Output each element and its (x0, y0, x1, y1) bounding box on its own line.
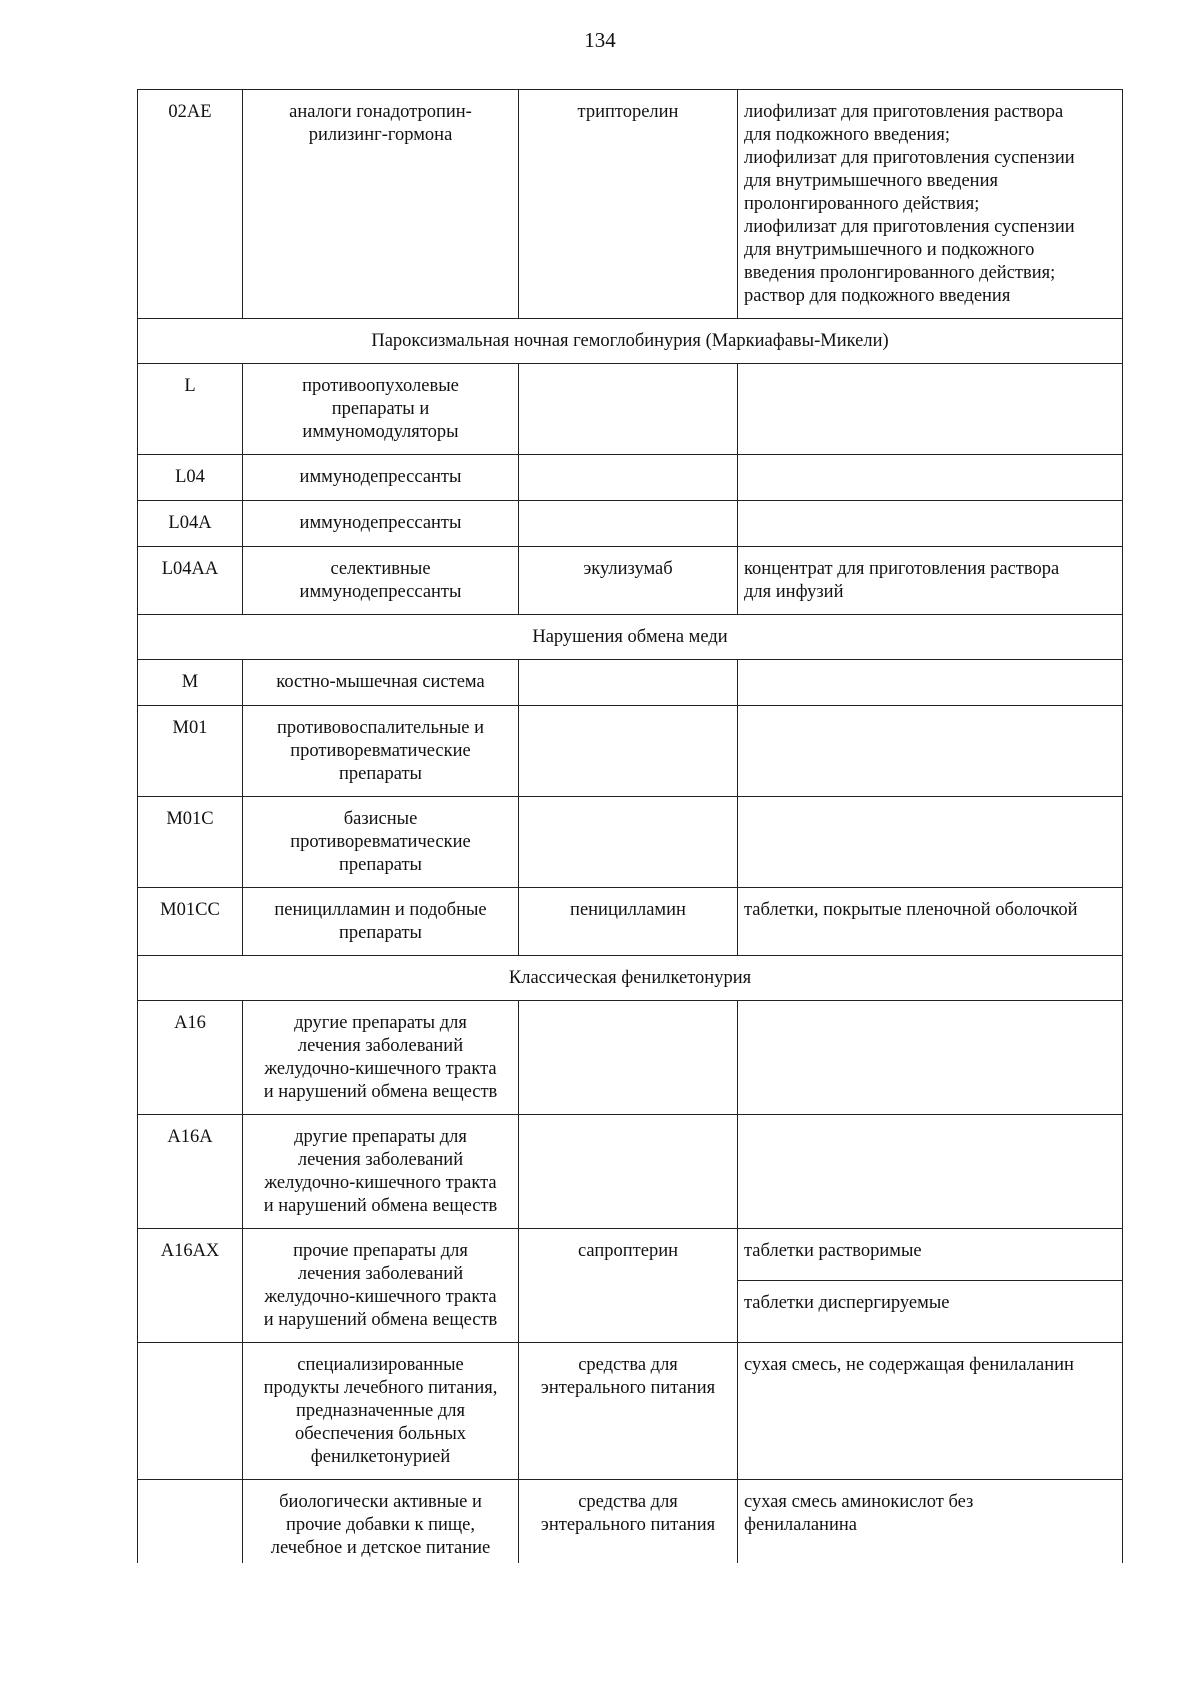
section-heading: Пароксизмальная ночная гемоглобинурия (Маркиафавы-Микели) (138, 319, 1123, 364)
cell-line: желудочно-кишечного тракта (264, 1287, 497, 1307)
cell-line: лечения заболеваний (297, 1264, 464, 1284)
cell-line: лиофилизат для приготовления раствора (744, 102, 1064, 122)
cell-line: специализированные (297, 1355, 464, 1375)
atc-code-cell: 02AE (138, 90, 243, 319)
group-cell (243, 1343, 519, 1480)
table-row (138, 90, 1123, 319)
drug-cell (519, 1480, 738, 1564)
cell-line: раствор для подкожного введения (744, 286, 1011, 306)
drug-cell (519, 90, 738, 319)
atc-code-cell: L (138, 364, 243, 455)
drug-table (137, 89, 1123, 1563)
dosage-form-cell (738, 364, 1123, 455)
cell-line: другие препараты для (294, 1013, 467, 1033)
atc-code-cell: M01CC (138, 888, 243, 956)
cell-line: и нарушений обмена веществ (263, 1082, 498, 1102)
group-cell (243, 1001, 519, 1115)
drug-cell (519, 364, 738, 455)
cell-line: пеницилламин (570, 900, 686, 920)
group-cell (243, 1480, 519, 1564)
cell-line: таблетки, покрытые пленочной оболочкой (744, 900, 1078, 920)
cell-line: экулизумаб (583, 559, 673, 579)
table-row (138, 797, 1123, 888)
dosage-form-cell (738, 1115, 1123, 1229)
atc-code-cell: M (138, 660, 243, 706)
group-cell (243, 797, 519, 888)
table-row (138, 660, 1123, 706)
cell-line: противовоспалительные и (277, 718, 484, 738)
cell-line: препараты (339, 764, 422, 784)
cell-line: иммунодепрессанты (299, 582, 462, 602)
cell-line: иммунодепрессанты (299, 467, 462, 487)
cell-line: селективные (330, 559, 431, 579)
table-row (138, 888, 1123, 956)
atc-code-cell: A16A (138, 1115, 243, 1229)
group-cell (243, 706, 519, 797)
atc-code-cell (138, 1480, 243, 1564)
cell-line: другие препараты для (294, 1127, 467, 1147)
drug-cell (519, 660, 738, 706)
table-row (138, 1115, 1123, 1229)
drug-cell (519, 888, 738, 956)
cell-line: препараты (339, 923, 422, 943)
table-row (138, 1480, 1123, 1564)
cell-line: фенилкетонурией (310, 1447, 451, 1467)
cell-line: лечения заболеваний (297, 1150, 464, 1170)
cell-line: энтерального питания (540, 1378, 716, 1398)
group-cell (243, 455, 519, 501)
cell-line: пеницилламин и подобные (274, 900, 487, 920)
table-row (138, 455, 1123, 501)
cell-line: лиофилизат для приготовления суспензии (744, 217, 1075, 237)
cell-line: для инфузий (744, 582, 844, 602)
dosage-form-cell (738, 501, 1123, 547)
cell-line: лечебное и детское питание (270, 1538, 491, 1558)
table-row (138, 364, 1123, 455)
table-row (138, 547, 1123, 615)
cell-line: и нарушений обмена веществ (263, 1310, 498, 1330)
group-cell (243, 1229, 519, 1343)
cell-line: костно-мышечная система (276, 672, 485, 692)
group-cell (243, 1115, 519, 1229)
cell-line: предназначенные для (295, 1401, 466, 1421)
table-row (138, 1343, 1123, 1480)
drug-cell (519, 547, 738, 615)
drug-cell (519, 501, 738, 547)
cell-line: средства для (578, 1355, 678, 1375)
section-heading-row (138, 615, 1123, 660)
drug-cell (519, 1001, 738, 1115)
cell-line: лиофилизат для приготовления суспензии (744, 148, 1075, 168)
atc-code-cell: L04AA (138, 547, 243, 615)
cell-line: продукты лечебного питания, (263, 1378, 498, 1398)
dosage-form-cell (738, 706, 1123, 797)
cell-line: сухая смесь аминокислот без (744, 1492, 974, 1512)
dosage-form-cell (738, 455, 1123, 501)
drug-cell (519, 706, 738, 797)
cell-line: прочие препараты для (293, 1241, 468, 1261)
atc-code-cell (138, 1343, 243, 1480)
atc-code-cell: M01 (138, 706, 243, 797)
atc-code-cell: L04A (138, 501, 243, 547)
cell-line: фенилаланина (744, 1515, 857, 1535)
table-row (138, 706, 1123, 797)
cell-line: трипторелин (577, 102, 679, 122)
drug-cell (519, 455, 738, 501)
group-cell (243, 547, 519, 615)
cell-line: противоревматические (290, 832, 471, 852)
cell-line: сапроптерин (577, 1241, 679, 1261)
atc-code-cell: L04 (138, 455, 243, 501)
cell-line: прочие добавки к пище, (286, 1515, 475, 1535)
dosage-form-cell (738, 90, 1123, 319)
atc-code-cell: A16 (138, 1001, 243, 1115)
cell-line: лечения заболеваний (297, 1036, 464, 1056)
dosage-form-cell (738, 660, 1123, 706)
cell-line: препараты (339, 855, 422, 875)
cell-line: желудочно-кишечного тракта (264, 1059, 497, 1079)
group-cell (243, 501, 519, 547)
group-cell (243, 364, 519, 455)
cell-line: концентрат для приготовления раствора (744, 559, 1060, 579)
cell-line: базисные (343, 809, 418, 829)
cell-line: биологически активные и (279, 1492, 482, 1512)
dosage-form-cell: таблетки растворимые (738, 1229, 1123, 1281)
cell-line: и нарушений обмена веществ (263, 1196, 498, 1216)
section-heading: Нарушения обмена меди (138, 615, 1123, 660)
cell-line: энтерального питания (540, 1515, 716, 1535)
cell-line: средства для (578, 1492, 678, 1512)
dosage-form-cell: таблетки диспергируемые (738, 1281, 1123, 1343)
cell-line: желудочно-кишечного тракта (264, 1173, 497, 1193)
cell-line: для внутримышечного и подкожного (744, 240, 1035, 260)
page-number: 134 (584, 28, 616, 52)
group-cell (243, 888, 519, 956)
dosage-form-cell (738, 797, 1123, 888)
drug-cell (519, 1343, 738, 1480)
section-heading-row (138, 956, 1123, 1001)
cell-line: аналоги гонадотропин- (289, 102, 472, 122)
cell-line: сухая смесь, не содержащая фенилаланин (744, 1355, 1074, 1375)
cell-line: иммуномодуляторы (302, 422, 459, 442)
dosage-form-cell (738, 1001, 1123, 1115)
group-cell (243, 660, 519, 706)
cell-line: пролонгированного действия; (744, 194, 980, 214)
drug-cell (519, 797, 738, 888)
dosage-form-cell (738, 888, 1123, 956)
cell-line: обеспечения больных (294, 1424, 467, 1444)
drug-cell (519, 1115, 738, 1229)
cell-line: для внутримышечного введения (744, 171, 998, 191)
cell-line: препараты и (331, 399, 430, 419)
cell-line: противоревматические (290, 741, 471, 761)
group-cell (243, 90, 519, 319)
cell-line: иммунодепрессанты (299, 513, 462, 533)
section-heading-row (138, 319, 1123, 364)
section-heading: Классическая фенилкетонурия (138, 956, 1123, 1001)
drug-cell (519, 1229, 738, 1343)
cell-line: введения пролонгированного действия; (744, 263, 1056, 283)
cell-line: рилизинг-гормона (308, 125, 453, 145)
dosage-form-cell (738, 547, 1123, 615)
atc-code-cell: M01C (138, 797, 243, 888)
table-row (138, 501, 1123, 547)
atc-code-cell: A16AX (138, 1229, 243, 1343)
table-row (138, 1001, 1123, 1115)
cell-line: для подкожного введения; (744, 125, 950, 145)
cell-line: противоопухолевые (302, 376, 459, 396)
dosage-form-cell (738, 1343, 1123, 1480)
dosage-form-cell (738, 1480, 1123, 1564)
table-row (138, 1229, 1123, 1281)
